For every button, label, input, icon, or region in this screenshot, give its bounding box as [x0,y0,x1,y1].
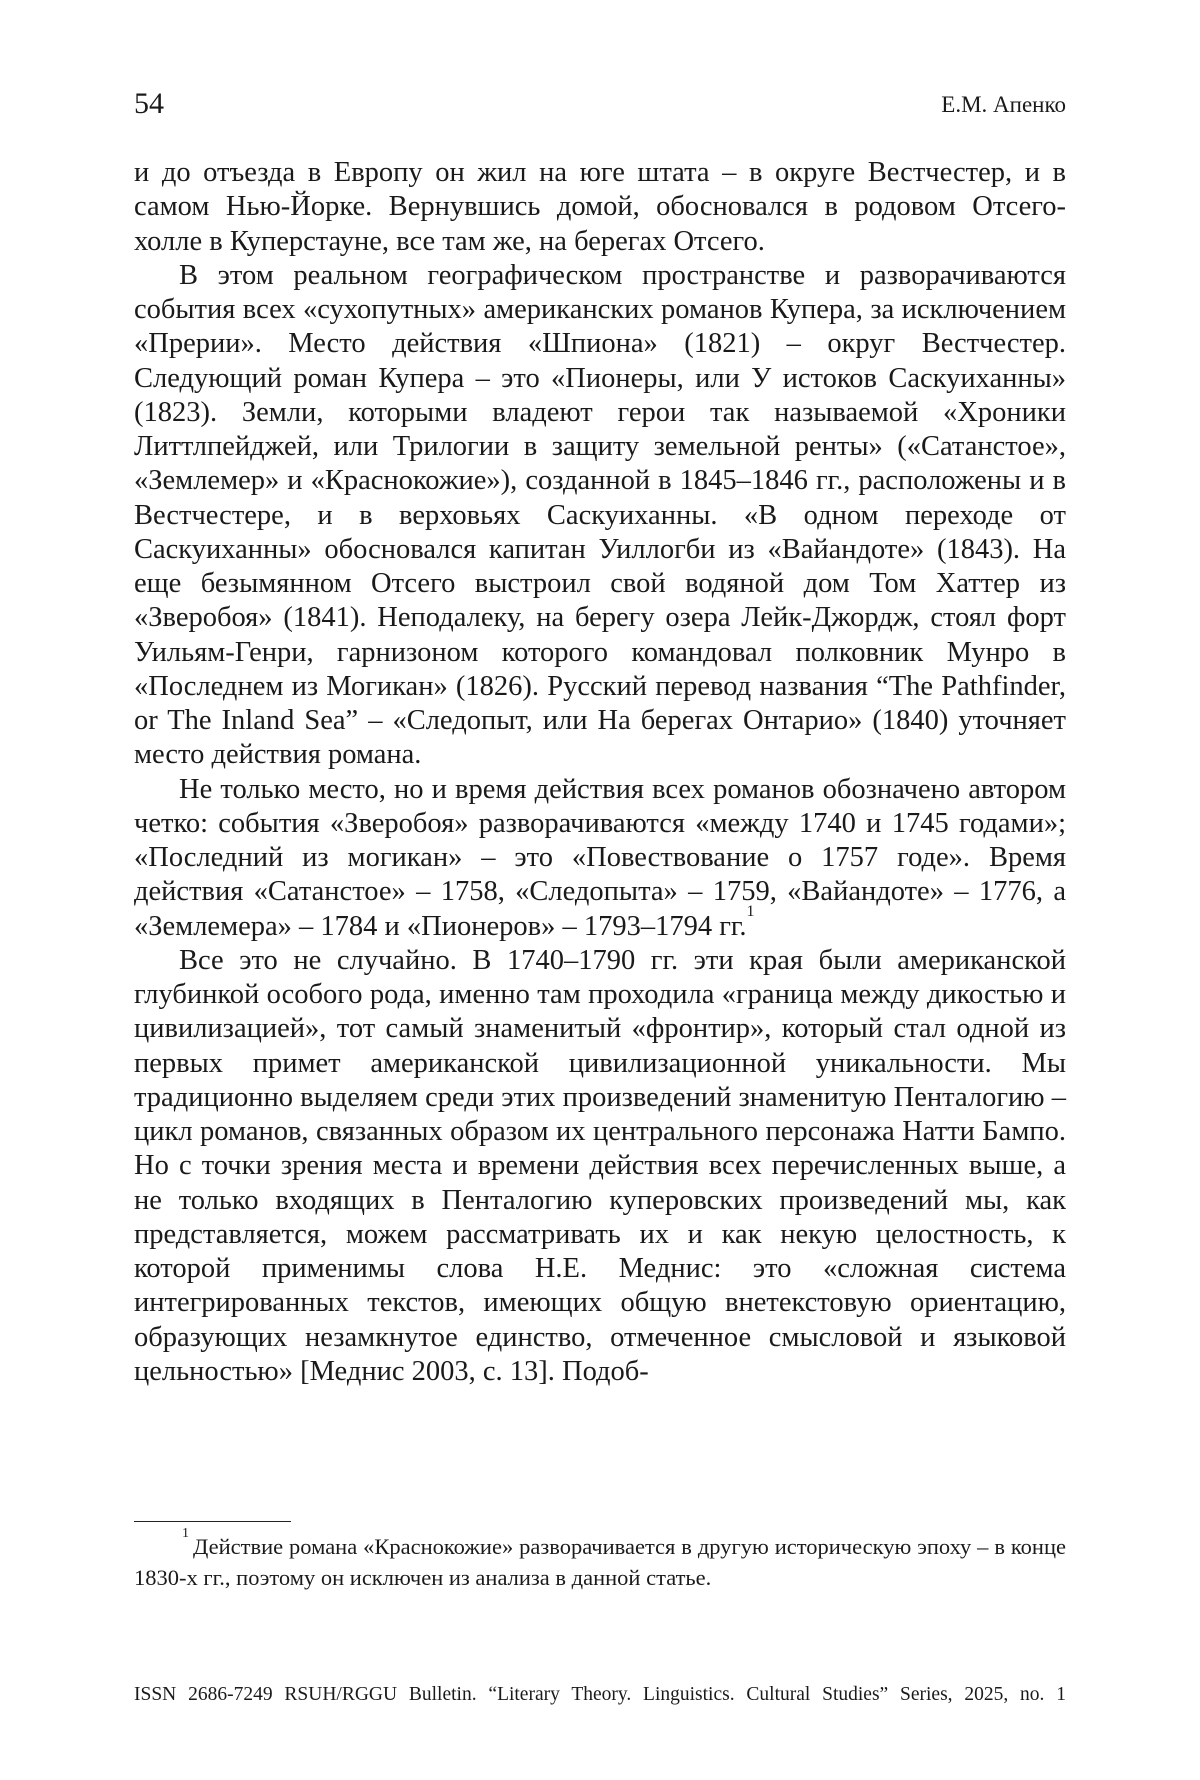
paragraph-4: Все это не случайно. В 1740–1790 гг. эти края были американской глубинкой особого рода, именно там проходила «граница между дикостью и цивилизацией», тот самый знаменитый «фронтир», который стал одной из первых примет американской цивилизационной уникальности. Мы традиционно выделяем среди этих произведений знаменитую Пенталогию – цикл романов, связанных образом их центрального персонажа Натти Бампо. Но с точки зрения места и времени действия всех перечисленных выше, а не только входящих в Пенталогию куперовских произведений мы, как представляется, можем рассматривать их и как некую целостность, к которой применимы слова Н.Е. Меднис: это «сложная система интегрированных текстов, имеющих общую внетекстовую ориентацию, образующих незамкнутое единство, отмеченное смысловой и языковой цельностью» [Меднис 2003, с. 13]. Подоб- [134,944,1066,1387]
footnote-reference[interactable]: 1 [746,902,755,920]
footnote [134,1526,1066,1593]
running-head-author: Е.М. Апенко [941,92,1066,117]
paragraph-2: В этом реальном географическом пространстве и разворачиваются события всех «сухопутных» американских романов Купера, за исключением «Прерии». Место действия «Шпиона» (1821) – округ Вестчестер. Следующий роман Купера – это «Пионеры, или У истоков Саскуиханны» (1823). Земли, которыми владеют герои так называемой «Хроники Литтлпейджей, или Трилогии в защиту земельной ренты» («Сатанстое», «Землемер» и «Краснокожие»), созданной в 1845–1846 гг., расположены и в Вестчестере, и в верховьях Саскуиханны. «В одном переходе от Саскуиханны» обосновался капитан Уиллогби из «Вайандоте» (1843). На еще безымянном Отсего выстроил свой водяной дом Том Хаттер из «Зверобоя» (1841). Неподалеку, на берегу озера Лейк-Джордж, стоял форт Уильям-Генри, гарнизоном которого командовал полковник Мунро в «Последнем из Могикан» (1826). Русский перевод названия “The Pathfinder, or The Inland Sea” – «Следопыт, или На берегах Онтарио» (1840) уточняет место действия романа. [134,259,1066,771]
paragraph-3 [134,773,1066,944]
footnote-text: Действие романа «Краснокожие» разворачивается в другую историческую эпоху – в конце 1830-х гг., поэтому он исключен из анализа в данной статье. [134,1534,1066,1590]
journal-footer: ISSN 2686-7249 RSUH/RGGU Bulletin. “Literary Theory. Linguistics. Cultural Studies” Series, 2025, no. 1 [134,1684,1066,1705]
main-text [134,156,1066,1389]
paragraph-1: и до отъезда в Европу он жил на юге штата – в округе Вестчестер, и в самом Нью-Йорке. Вернувшись домой, обосновался в родовом Отсего-холле в Куперстауне, все там же, на берегах Отсего. [134,157,1066,257]
page-number: 54 [134,87,164,120]
paragraph-3-text: Не только место, но и время действия всех романов обозначено автором четко: события «Зверобоя» разворачиваются «между 1740 и 1745 годами»; «Последний из могикан» – это «Повествование о 1757 годе». Время действия «Сатанстое» – 1758, «Следопыта» – 1759, «Вайандоте» – 1776, а «Землемера» – 1784 и «Пионеров» – 1793–1794 гг. [134,773,1066,942]
footnote-marker: 1 [182,1526,189,1541]
footnote-separator [134,1521,291,1522]
